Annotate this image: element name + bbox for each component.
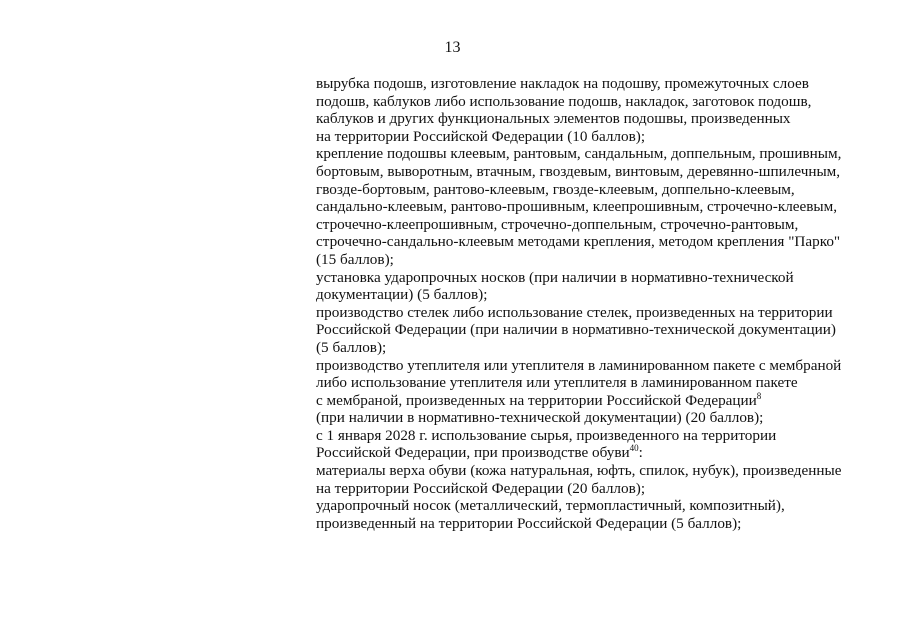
text-line: с 1 января 2028 г. использование сырья, произведенного на территории <box>316 426 777 444</box>
page-number <box>0 39 905 57</box>
document-body <box>316 75 876 532</box>
text-line: вырубка подошв, изготовление накладок на подошву, промежуточных слоев <box>316 75 809 92</box>
text-line-with-footnote <box>316 444 876 462</box>
text-line: сандально-клеевым, рантово-прошивным, клеепрошивным, строчечно-клеевым, <box>316 198 838 216</box>
text-line: гвозде-бортовым, рантово-клеевым, гвозде-клеевым, доппельно-клеевым, <box>316 180 795 198</box>
text-line: материалы верха обуви (кожа натуральная, юфть, спилок, нубук), произведенные <box>316 462 842 480</box>
text-line: либо использование утеплителя или утеплителя в ламинированном пакете <box>316 374 798 392</box>
text-line: (5 баллов); <box>316 338 387 356</box>
text-line: бортовым, выворотным, втачным, гвоздевым, винтовым, деревянно-шпилечным, <box>316 162 841 180</box>
text-line: на территории Российской Федерации (10 баллов); <box>316 127 646 145</box>
text-line: документации) (5 баллов); <box>316 286 488 304</box>
text-line-with-footnote <box>316 392 876 410</box>
text-line: строчечно-клеепрошивным, строчечно-доппельным, строчечно-рантовым, <box>316 215 799 233</box>
page-number-text: 13 <box>444 39 461 56</box>
text-line: производство утеплителя или утеплителя в ламинированном пакете с мембраной <box>316 356 842 374</box>
footnote-reference[interactable]: 40 <box>629 443 639 454</box>
footnote-reference[interactable]: 8 <box>756 390 762 401</box>
text-line: установка ударопрочных носков (при наличии в нормативно-технической <box>316 268 794 286</box>
text-line-suffix: : <box>638 444 643 462</box>
text-line-content: с мембраной, произведенных на территории Российской Федерации <box>316 391 757 409</box>
text-line: крепление подошвы клеевым, рантовым, сандальным, доппельным, прошивным, <box>316 145 842 163</box>
text-line: произведенный на территории Российской Федерации (5 баллов); <box>316 514 742 532</box>
text-line-content: Российской Федерации, при производстве обуви <box>316 444 630 462</box>
text-line: подошв, каблуков либо использование подошв, накладок, заготовок подошв, <box>316 92 812 110</box>
text-line: Российской Федерации (при наличии в нормативно-технической документации) <box>316 321 836 339</box>
text-line: (15 баллов); <box>316 250 394 268</box>
text-line: (при наличии в нормативно-технической документации) (20 баллов); <box>316 409 764 427</box>
text-line: на территории Российской Федерации (20 баллов); <box>316 479 646 497</box>
text-line: строчечно-сандально-клеевым методами крепления, методом крепления "Парко" <box>316 233 841 251</box>
text-line: ударопрочный носок (металлический, термопластичный, композитный), <box>316 497 785 515</box>
text-line: каблуков и других функциональных элементов подошвы, произведенных <box>316 110 791 128</box>
text-line: производство стелек либо использование стелек, произведенных на территории <box>316 303 833 321</box>
